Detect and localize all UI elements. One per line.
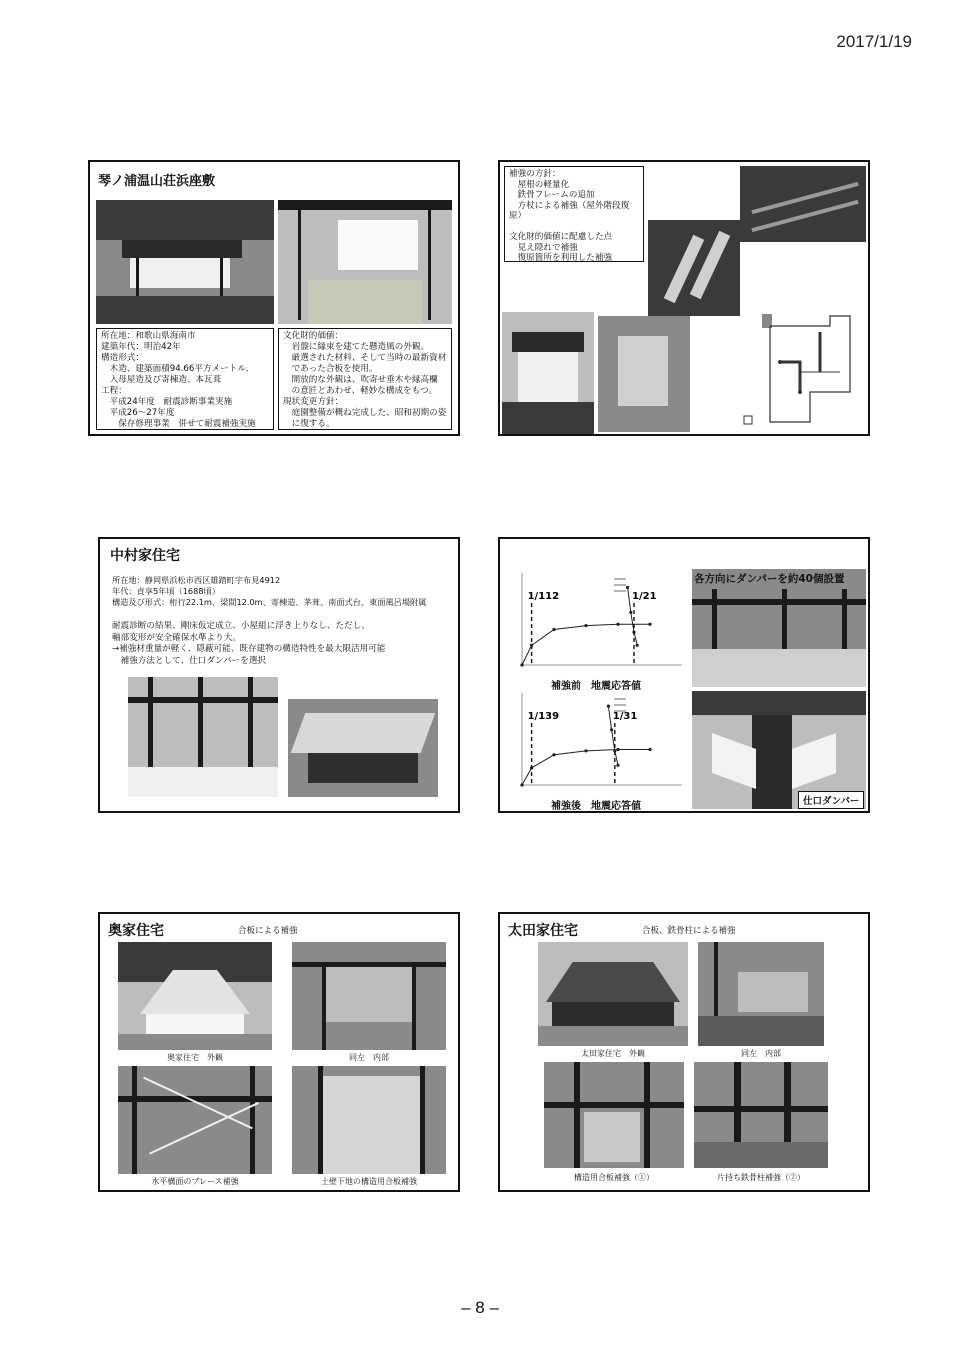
exterior-photo	[118, 942, 272, 1050]
chart-series-line	[522, 750, 650, 785]
caption-interior: 同左 内部	[741, 1049, 781, 1058]
chart-annotation: 1/31	[612, 711, 638, 722]
caption-interior: 同左 内部	[349, 1053, 389, 1062]
plywood-photo	[292, 1066, 446, 1174]
caption-steel-column: 片持ち鉄骨柱補強（②）	[717, 1173, 805, 1182]
chart-point	[616, 748, 619, 751]
page-number: – 8 –	[461, 1298, 499, 1317]
chart-axes	[522, 693, 682, 785]
chart-point	[607, 705, 610, 708]
chart-point	[648, 623, 651, 626]
building-exterior-photo	[502, 312, 594, 434]
chart-before-caption: 補強前 地震応答値	[551, 681, 641, 692]
chart-before	[504, 569, 688, 679]
chart-series-line	[522, 624, 650, 665]
diagnosis-text: 耐震診断の結果、剛床仮定成立、小屋組に浮き上りなし、ただし、 軸部変形が安全確保水準より大。 →補強材重量が軽く、隠蔽可能、既存建物の構造特性を最大限活用可能 補強方法として、仕口ダンパーを選択	[112, 621, 386, 666]
exterior-photo	[538, 942, 688, 1046]
chart-point	[584, 624, 587, 627]
caption-plywood: 構造用合板補強（①）	[574, 1173, 654, 1182]
slide-subtitle: 合板による補強	[238, 926, 298, 936]
steel-column-photo	[694, 1062, 828, 1168]
chart-annotation: 1/21	[632, 591, 657, 602]
chart-point	[616, 623, 619, 626]
slide-title: 太田家住宅	[508, 923, 578, 939]
chart-point	[626, 586, 629, 589]
chart-point	[648, 748, 651, 751]
chart-point	[520, 783, 523, 786]
chart-point	[552, 628, 555, 631]
roof-frame-photo	[740, 166, 866, 242]
caption-brace: 水平構面のブレース補強	[151, 1177, 239, 1186]
slide-seismic-response	[498, 537, 870, 813]
slide-nakamura	[98, 537, 460, 813]
interior-photo	[292, 942, 446, 1050]
chart-after	[504, 689, 688, 799]
exterior-photo	[288, 699, 438, 797]
construction-photo	[648, 220, 740, 316]
chart-point	[629, 611, 632, 614]
chart-point	[636, 644, 639, 647]
damper-installation-photo	[692, 569, 866, 687]
plywood-photo	[544, 1062, 684, 1168]
floor-plan-diagram	[740, 312, 866, 432]
damper-installation-caption: 各方向にダンパーを約40個設置	[694, 573, 845, 585]
slide-ota	[498, 912, 870, 1192]
detail-photo	[598, 316, 690, 432]
caption-exterior: 太田家住宅 外観	[581, 1049, 645, 1058]
exterior-photo	[96, 200, 274, 324]
chart-annotation: 1/139	[527, 711, 560, 722]
interior-photo	[698, 942, 824, 1046]
slide-title: 琴ノ浦温山荘浜座敷	[98, 174, 216, 189]
slide-title: 中村家住宅	[110, 548, 180, 564]
chart-annotation: 1/112	[527, 591, 560, 602]
chart-after-caption: 補強後 地震応答値	[551, 801, 641, 812]
slide-title: 奥家住宅	[108, 923, 164, 939]
chart-point	[610, 728, 613, 731]
site-info-box: 所在地：和歌山県海南市 建築年代：明治42年 構造形式： 木造、建築面積94.66平方メートル、 入母屋造及び寄棟造、本瓦葺 工程： 平成24年度 耐震診断事業実施 平成26～27年度 保存修理事業 併せて耐震補強実施	[96, 328, 274, 430]
brace-photo	[118, 1066, 272, 1174]
caption-exterior: 奥家住宅 外観	[167, 1053, 223, 1062]
interior-photo	[128, 677, 278, 797]
interior-photo	[278, 200, 452, 324]
slide-oku	[98, 912, 460, 1192]
caption-plywood: 土壁下地の構造用合板補強	[321, 1177, 417, 1186]
chart-point	[552, 753, 555, 756]
policy-box: 補強の方針： 屋根の軽量化 鉄骨フレームの追加 方杖による補強（屋外階段復原） 文化財的価値に配慮した点 見え隠れで補強 復原箇所を利用した補強	[504, 166, 644, 262]
joint-damper-caption: 仕口ダンパー	[798, 791, 864, 809]
cultural-value-box: 文化財的価値： 岩盤に縁束を建てた懸造風の外観。 厳選された材料、そして当時の最新資材 であった合板を使用。 開放的な外観は、吹寄せ垂木や縁高欄 の意匠とあわせ、軽妙な構成をもつ。 現状変更方針： 庭園整備が概ね完成した、昭和初期の姿 に復する。	[278, 328, 452, 430]
chart-point	[520, 663, 523, 666]
slide-onsenzan	[88, 160, 460, 436]
slide-subtitle: 合板、鉄骨柱による補強	[642, 926, 736, 936]
slide-reinforcement-policy	[498, 160, 870, 436]
chart-axes	[522, 573, 682, 665]
site-info: 所在地：静岡県浜松市西区雄踏町宇布見4912 年代：貞享5年頃（1688頃） 構造及び形式：桁行22.1m、梁間12.0m、寄棟造、茅葺、南面式台、東面風呂場附属	[112, 575, 427, 607]
chart-point	[584, 749, 587, 752]
chart-point	[616, 764, 619, 767]
page-date: 2017/1/19	[836, 32, 912, 51]
